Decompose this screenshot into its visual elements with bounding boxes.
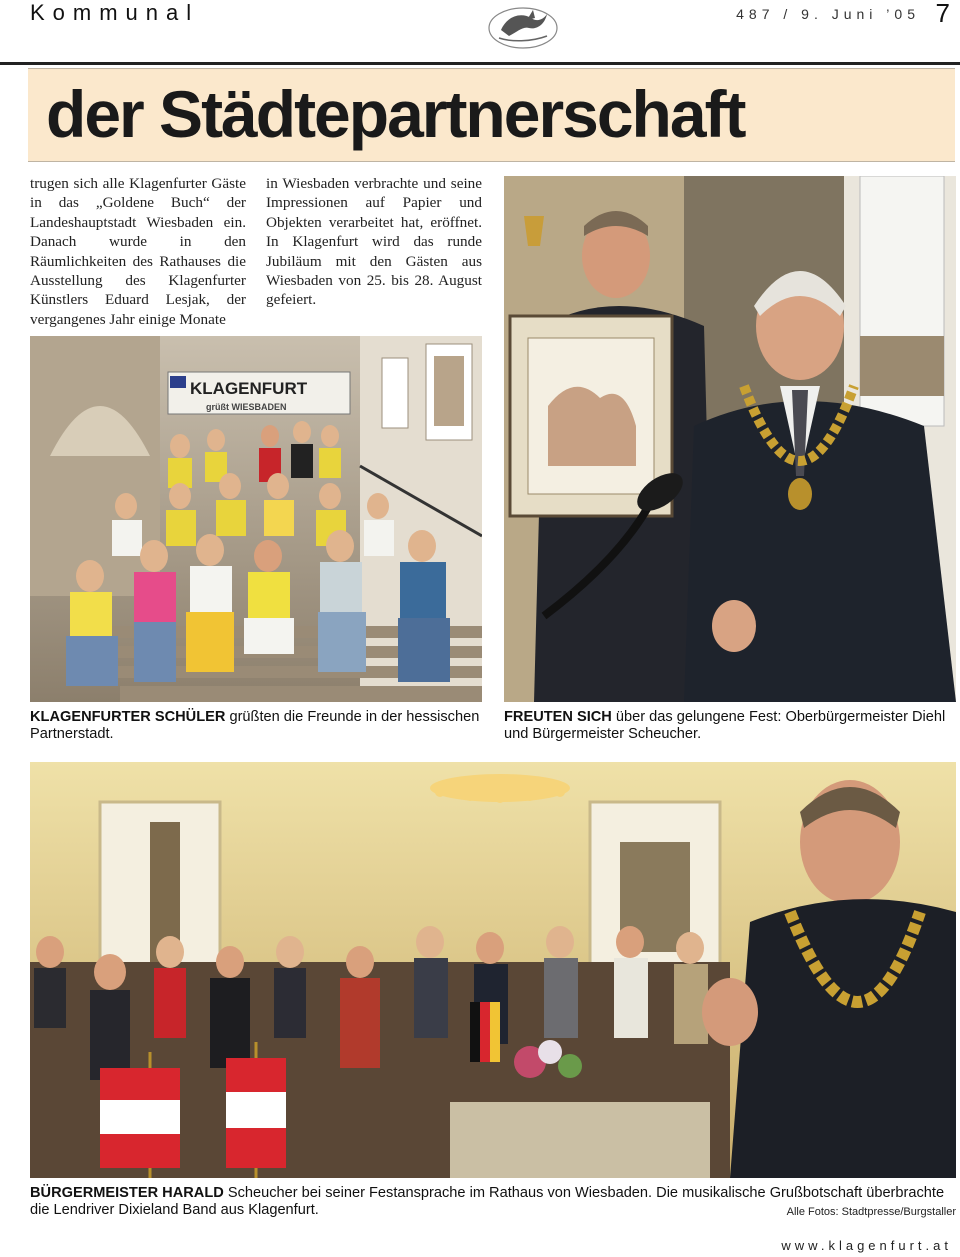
headline: der Städtepartnerschaft bbox=[46, 77, 745, 151]
caption-mayors-lead: FREUTEN SICH bbox=[504, 709, 612, 725]
caption-students bbox=[30, 709, 488, 743]
banner-text-wiesbaden: grüßt WIESBADEN bbox=[206, 402, 287, 412]
caption-speech-lead: BÜRGERMEISTER HARALD bbox=[30, 1185, 224, 1201]
photo-speech bbox=[30, 762, 956, 1178]
caption-students-lead: KLAGENFURTER SCHÜLER bbox=[30, 709, 226, 725]
caption-speech-text: Scheucher bei seiner Festansprache im Rathaus von Wiesbaden. Die musikalische Grußbotschaft überbrachte die Lendriver Dixieland Band aus Klagenfurt. bbox=[30, 1185, 945, 1218]
page-number: 7 bbox=[935, 0, 950, 28]
caption-students-text: grüßten die Freunde in der hessischen Partnerstadt. bbox=[30, 709, 480, 742]
photo-mayors bbox=[504, 176, 956, 702]
photo-credit: Alle Fotos: Stadtpresse/Burgstaller bbox=[786, 1206, 956, 1218]
article-column-1: trugen sich alle Klagenfurter Gäste in das „Goldene Buch“ der Landeshauptstadt Wiesbaden ein. Danach wurde in den Räumlichkeiten des Rathauses die Ausstellung des Klagenfurter Künstlers Eduard Lesjak, der vergangenes Jahr einige Monate bbox=[30, 175, 246, 328]
dragon-logo-icon bbox=[487, 2, 559, 50]
footer-url[interactable]: www.klagenfurt.at bbox=[781, 1238, 952, 1253]
header-rule bbox=[0, 62, 960, 65]
section-title: Kommunal bbox=[30, 0, 200, 25]
caption-mayors-text: über das gelungene Fest: Oberbürgermeister Diehl und Bürgermeister Scheucher. bbox=[504, 709, 946, 742]
issue-info: 487 / 9. Juni ’05 bbox=[736, 6, 920, 22]
article-column-2: in Wiesbaden verbrachte und seine Impressionen auf Papier und Objekten verarbeitet hat, eröffnet. In Klagenfurt wird das runde Jubiläum mit den Gästen aus Wiesbaden von 25. bis 28. August gefeiert. bbox=[266, 175, 482, 309]
photo-students bbox=[30, 336, 482, 702]
banner-text-klagenfurt: KLAGENFURT bbox=[190, 379, 308, 398]
caption-mayors bbox=[504, 709, 960, 743]
